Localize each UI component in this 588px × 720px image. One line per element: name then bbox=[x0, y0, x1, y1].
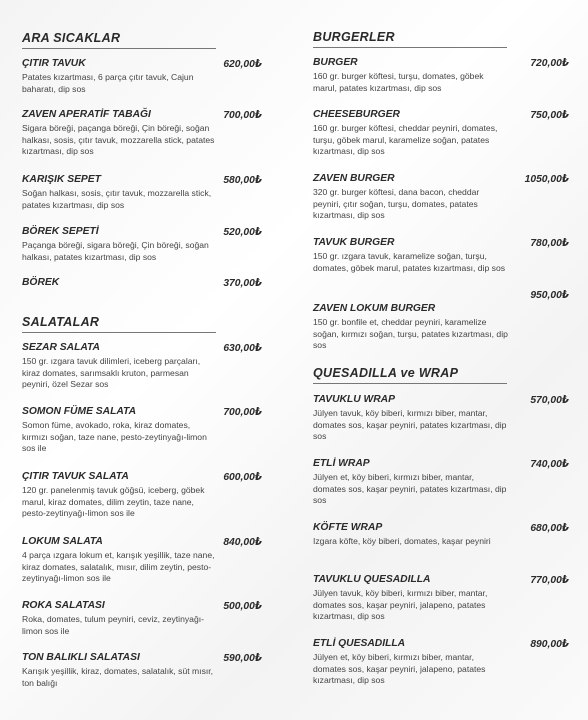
menu-item-sezar-salata bbox=[22, 342, 262, 391]
item-description: Somon füme, avokado, roka, kiraz domates, kırmızı soğan, taze nane, pesto-zeytinyağı-limon sos ile bbox=[22, 420, 207, 454]
item-price: 500,00₺ bbox=[223, 601, 262, 612]
menu-item-etli-quesadilla bbox=[313, 638, 569, 687]
item-description: 320 gr. burger köftesi, dana bacon, cheddar peyniri, çıtır soğan, turşu, domates, patates kızartması, dip sos bbox=[313, 187, 480, 221]
section-title-burgerler: BURGERLER bbox=[313, 30, 507, 48]
menu-item-karisik-sepet bbox=[22, 174, 262, 211]
item-name: BURGER bbox=[313, 57, 358, 68]
item-name: KARIŞIK SEPET bbox=[22, 174, 101, 185]
menu-item-tavuk-burger bbox=[313, 237, 569, 274]
item-name: TAVUK BURGER bbox=[313, 237, 395, 248]
item-name: LOKUM SALATA bbox=[22, 536, 103, 547]
item-name: SEZAR SALATA bbox=[22, 342, 100, 353]
menu-item-citir-tavuk-salata bbox=[22, 471, 262, 520]
item-description: 120 gr. panelenmiş tavuk göğsü, iceberg, göbek marul, kiraz domates, dilim zeytin, taze nane, pesto-zeytinyağı-limon sos ile bbox=[22, 485, 205, 519]
item-name: ZAVEN APERATİF TABAĞI bbox=[22, 109, 151, 120]
menu-item-tavuklu-quesadilla bbox=[313, 574, 569, 623]
item-description: 160 gr. burger köftesi, cheddar peyniri, domates, turşu, göbek marul, karamelize soğan, patates kızartması, dip sos bbox=[313, 123, 498, 157]
menu-item-roka-salatasi bbox=[22, 600, 262, 637]
menu-item-ton-balikli-salatasi bbox=[22, 652, 262, 689]
item-description: Soğan halkası, sosis, çıtır tavuk, mozzarella stick, patates kızartması, dip sos bbox=[22, 188, 212, 210]
menu-item-borek-sepeti bbox=[22, 226, 262, 263]
item-price: 840,00₺ bbox=[223, 537, 262, 548]
item-name: TON BALIKLI SALATASI bbox=[22, 652, 140, 663]
item-price: 890,00₺ bbox=[530, 639, 569, 650]
item-name: ROKA SALATASI bbox=[22, 600, 105, 611]
item-price: 950,00₺ bbox=[530, 290, 569, 301]
item-name: TAVUKLU QUESADILLA bbox=[313, 574, 431, 585]
item-price: 680,00₺ bbox=[530, 523, 569, 534]
item-name: TAVUKLU WRAP bbox=[313, 394, 395, 405]
item-name: ÇITIR TAVUK bbox=[22, 58, 86, 69]
item-description: Roka, domates, tulum peyniri, ceviz, zeytinyağı-limon sos ile bbox=[22, 614, 204, 636]
item-price: 590,00₺ bbox=[223, 653, 262, 664]
item-name: ÇITIR TAVUK SALATA bbox=[22, 471, 129, 482]
item-name: KÖFTE WRAP bbox=[313, 522, 383, 533]
item-price: 630,00₺ bbox=[223, 343, 262, 354]
menu-item-zaven-burger bbox=[313, 173, 569, 222]
item-price: 780,00₺ bbox=[530, 238, 569, 249]
item-name: ETLİ QUESADILLA bbox=[313, 638, 406, 649]
item-description: 160 gr. burger köftesi, turşu, domates, göbek marul, patates kızartması, dip sos bbox=[313, 71, 484, 93]
item-price: 520,00₺ bbox=[223, 227, 262, 238]
menu-item-somon-fume-salata bbox=[22, 406, 262, 455]
item-name: CHEESEBURGER bbox=[313, 109, 400, 120]
menu-item-kofte-wrap bbox=[313, 522, 569, 548]
item-description: Jülyen et, köy biberi, kırmızı biber, mantar, domates sos, kaşar peyniri, jalapeno, patates kızartması, dip sos bbox=[313, 652, 486, 686]
menu-item-burger bbox=[313, 57, 569, 94]
item-name: BÖREK bbox=[22, 277, 60, 288]
menu-item-zaven-lokum-burger bbox=[313, 303, 569, 352]
menu-item-lokum-salata bbox=[22, 536, 262, 585]
item-description: 150 gr. ızgara tavuk, karamelize soğan, turşu, domates, göbek marul, patates kızartması, dip sos bbox=[313, 251, 506, 273]
item-price: 740,00₺ bbox=[530, 459, 569, 470]
menu-item-cheeseburger bbox=[313, 109, 569, 158]
item-description: Jülyen tavuk, köy biberi, kırmızı biber, mantar, domates sos, kaşar peyniri, jalapeno, patates kızartması, dip sos bbox=[313, 588, 488, 622]
item-price: 570,00₺ bbox=[530, 395, 569, 406]
item-price: 620,00₺ bbox=[223, 59, 262, 70]
menu-item-price-only bbox=[313, 289, 569, 302]
item-name: ZAVEN LOKUM BURGER bbox=[313, 303, 436, 314]
item-price: 720,00₺ bbox=[530, 58, 569, 69]
item-description: Jülyen et, köy biberi, kırmızı biber, mantar, domates sos, kaşar peyniri, patates kızartması, dip sos bbox=[313, 472, 507, 506]
item-name: ZAVEN BURGER bbox=[313, 173, 395, 184]
item-price: 770,00₺ bbox=[530, 575, 569, 586]
item-name: ETLİ WRAP bbox=[313, 458, 370, 469]
menu-item-borek bbox=[22, 277, 262, 290]
item-description: Jülyen tavuk, köy biberi, kırmızı biber, mantar, domates sos, kaşar peyniri, patates kızartması, dip sos bbox=[313, 408, 507, 442]
section-title-ara-sicaklar: ARA SICAKLAR bbox=[22, 31, 216, 49]
section-title-quesadilla-ve-wrap: QUESADILLA ve WRAP bbox=[313, 366, 507, 384]
menu-item-etli-wrap bbox=[313, 458, 569, 507]
menu-item-zaven-aperatif-tabagi bbox=[22, 109, 262, 158]
item-description: Karışık yeşillik, kiraz, domates, salatalık, süt mısır, ton balığı bbox=[22, 666, 214, 688]
item-price: 700,00₺ bbox=[223, 110, 262, 121]
item-description: 150 gr. bonfile et, cheddar peyniri, karamelize soğan, kırmızı soğan, turşu, patates kızartması, dip sos bbox=[313, 317, 508, 351]
item-description: 150 gr. ızgara tavuk dilimleri, iceberg parçaları, kiraz domates, sarımsaklı kruton, parmesan peyniri, özel Sezar sos bbox=[22, 356, 201, 390]
menu-item-tavuklu-wrap bbox=[313, 394, 569, 443]
item-description: 4 parça ızgara lokum et, karışık yeşillik, taze nane, kiraz domates, salatalık, mısır, dilim zeytin, pesto-zeytinyağı-limon sos ile bbox=[22, 550, 215, 584]
item-price: 700,00₺ bbox=[223, 407, 262, 418]
item-price: 1050,00₺ bbox=[524, 174, 569, 185]
item-description: Paçanga böreği, sigara böreği, Çin böreği, soğan halkası, patates kızartması, dip sos bbox=[22, 240, 209, 262]
item-name: SOMON FÜME SALATA bbox=[22, 406, 137, 417]
item-description: Patates kızartması, 6 parça çıtır tavuk, Cajun baharatı, dip sos bbox=[22, 72, 194, 94]
item-price: 370,00₺ bbox=[223, 278, 262, 289]
section-title-salatalar: SALATALAR bbox=[22, 315, 216, 333]
item-description: Izgara köfte, köy biberi, domates, kaşar peyniri bbox=[313, 536, 491, 546]
menu-item-citir-tavuk bbox=[22, 58, 262, 95]
item-name: BÖREK SEPETİ bbox=[22, 226, 99, 237]
item-description: Sigara böreği, paçanga böreği, Çin böreği, soğan halkası, sosis, çıtır tavuk, mozzarella stick, patates kızartması, dip sos bbox=[22, 123, 215, 157]
item-price: 750,00₺ bbox=[530, 110, 569, 121]
item-price: 600,00₺ bbox=[223, 472, 262, 483]
item-price: 580,00₺ bbox=[223, 175, 262, 186]
